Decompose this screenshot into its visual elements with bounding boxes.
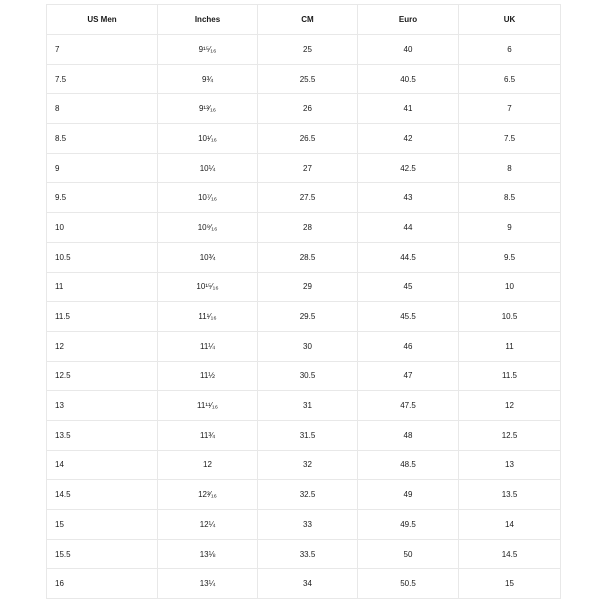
table-row (47, 480, 561, 510)
cell-uk: 10.5 (459, 302, 561, 332)
cell-us-men: 12 (47, 331, 158, 361)
cell-euro: 47 (358, 361, 459, 391)
cell-us-men: 8.5 (47, 124, 158, 154)
cell-us-men: 9 (47, 153, 158, 183)
cell-euro: 46 (358, 331, 459, 361)
cell-uk: 11 (459, 331, 561, 361)
cell-inches: 13¼ (158, 569, 258, 599)
cell-us-men: 14.5 (47, 480, 158, 510)
cell-inches: 13⅛ (158, 539, 258, 569)
cell-us-men: 9.5 (47, 183, 158, 213)
cell-inches: 9¹³⁄₁₆ (158, 94, 258, 124)
table-row (47, 391, 561, 421)
table-row (47, 450, 561, 480)
cell-cm: 33 (258, 510, 358, 540)
cell-uk: 14.5 (459, 539, 561, 569)
cell-euro: 42.5 (358, 153, 459, 183)
cell-uk: 9.5 (459, 242, 561, 272)
table-row (47, 153, 561, 183)
table-row (47, 569, 561, 599)
cell-us-men: 7.5 (47, 64, 158, 94)
cell-us-men: 10.5 (47, 242, 158, 272)
cell-euro: 41 (358, 94, 459, 124)
table-row (47, 361, 561, 391)
cell-euro: 49 (358, 480, 459, 510)
cell-us-men: 13.5 (47, 420, 158, 450)
table-row (47, 331, 561, 361)
table-row (47, 510, 561, 540)
table-row (47, 64, 561, 94)
table-header-row (47, 5, 561, 35)
cell-inches: 10¹⁵⁄₁₆ (158, 272, 258, 302)
header-us-men: US Men (47, 5, 158, 35)
table-row (47, 242, 561, 272)
cell-us-men: 7 (47, 35, 158, 65)
table-row (47, 539, 561, 569)
cell-euro: 40 (358, 35, 459, 65)
cell-us-men: 11.5 (47, 302, 158, 332)
table-row (47, 272, 561, 302)
table-row (47, 94, 561, 124)
cell-cm: 27.5 (258, 183, 358, 213)
cell-inches: 11½ (158, 361, 258, 391)
cell-uk: 8.5 (459, 183, 561, 213)
cell-euro: 43 (358, 183, 459, 213)
header-inches: Inches (158, 5, 258, 35)
cell-inches: 12³⁄₁₆ (158, 480, 258, 510)
cell-us-men: 12.5 (47, 361, 158, 391)
cell-inches: 10¾ (158, 242, 258, 272)
cell-cm: 29.5 (258, 302, 358, 332)
table-row (47, 124, 561, 154)
cell-inches: 11¹¹⁄₁₆ (158, 391, 258, 421)
cell-cm: 30 (258, 331, 358, 361)
cell-inches: 9¹⁵⁄₁₆ (158, 35, 258, 65)
header-cm: CM (258, 5, 358, 35)
cell-inches: 11¹⁄₁₆ (158, 302, 258, 332)
table-row (47, 213, 561, 243)
table-row (47, 420, 561, 450)
cell-cm: 32.5 (258, 480, 358, 510)
table-row (47, 302, 561, 332)
cell-euro: 47.5 (358, 391, 459, 421)
cell-inches: 9¾ (158, 64, 258, 94)
size-conversion-table (46, 4, 561, 599)
cell-cm: 30.5 (258, 361, 358, 391)
cell-us-men: 11 (47, 272, 158, 302)
cell-cm: 28 (258, 213, 358, 243)
cell-euro: 45 (358, 272, 459, 302)
cell-euro: 42 (358, 124, 459, 154)
cell-inches: 10⁹⁄₁₆ (158, 213, 258, 243)
cell-inches: 12¼ (158, 510, 258, 540)
header-uk: UK (459, 5, 561, 35)
cell-uk: 7 (459, 94, 561, 124)
cell-uk: 14 (459, 510, 561, 540)
cell-inches: 11¾ (158, 420, 258, 450)
cell-euro: 45.5 (358, 302, 459, 332)
cell-uk: 12 (459, 391, 561, 421)
cell-uk: 8 (459, 153, 561, 183)
cell-euro: 40.5 (358, 64, 459, 94)
cell-cm: 26.5 (258, 124, 358, 154)
cell-uk: 13.5 (459, 480, 561, 510)
cell-cm: 28.5 (258, 242, 358, 272)
cell-us-men: 13 (47, 391, 158, 421)
cell-cm: 34 (258, 569, 358, 599)
cell-euro: 50.5 (358, 569, 459, 599)
cell-cm: 25.5 (258, 64, 358, 94)
cell-cm: 32 (258, 450, 358, 480)
cell-us-men: 15.5 (47, 539, 158, 569)
cell-cm: 31 (258, 391, 358, 421)
table-row (47, 183, 561, 213)
cell-cm: 33.5 (258, 539, 358, 569)
cell-uk: 11.5 (459, 361, 561, 391)
cell-inches: 10¹⁄₁₆ (158, 124, 258, 154)
cell-uk: 12.5 (459, 420, 561, 450)
cell-euro: 50 (358, 539, 459, 569)
cell-us-men: 15 (47, 510, 158, 540)
table-row (47, 35, 561, 65)
cell-inches: 10¼ (158, 153, 258, 183)
cell-uk: 10 (459, 272, 561, 302)
cell-euro: 48.5 (358, 450, 459, 480)
cell-uk: 7.5 (459, 124, 561, 154)
cell-uk: 6.5 (459, 64, 561, 94)
cell-cm: 31.5 (258, 420, 358, 450)
cell-inches: 12 (158, 450, 258, 480)
header-euro: Euro (358, 5, 459, 35)
cell-uk: 13 (459, 450, 561, 480)
cell-inches: 11¼ (158, 331, 258, 361)
cell-us-men: 16 (47, 569, 158, 599)
cell-us-men: 14 (47, 450, 158, 480)
cell-cm: 26 (258, 94, 358, 124)
cell-euro: 44 (358, 213, 459, 243)
cell-uk: 9 (459, 213, 561, 243)
cell-euro: 49.5 (358, 510, 459, 540)
cell-cm: 25 (258, 35, 358, 65)
cell-us-men: 8 (47, 94, 158, 124)
cell-us-men: 10 (47, 213, 158, 243)
cell-uk: 15 (459, 569, 561, 599)
cell-inches: 10⁷⁄₁₆ (158, 183, 258, 213)
cell-cm: 29 (258, 272, 358, 302)
cell-euro: 48 (358, 420, 459, 450)
cell-cm: 27 (258, 153, 358, 183)
cell-uk: 6 (459, 35, 561, 65)
cell-euro: 44.5 (358, 242, 459, 272)
